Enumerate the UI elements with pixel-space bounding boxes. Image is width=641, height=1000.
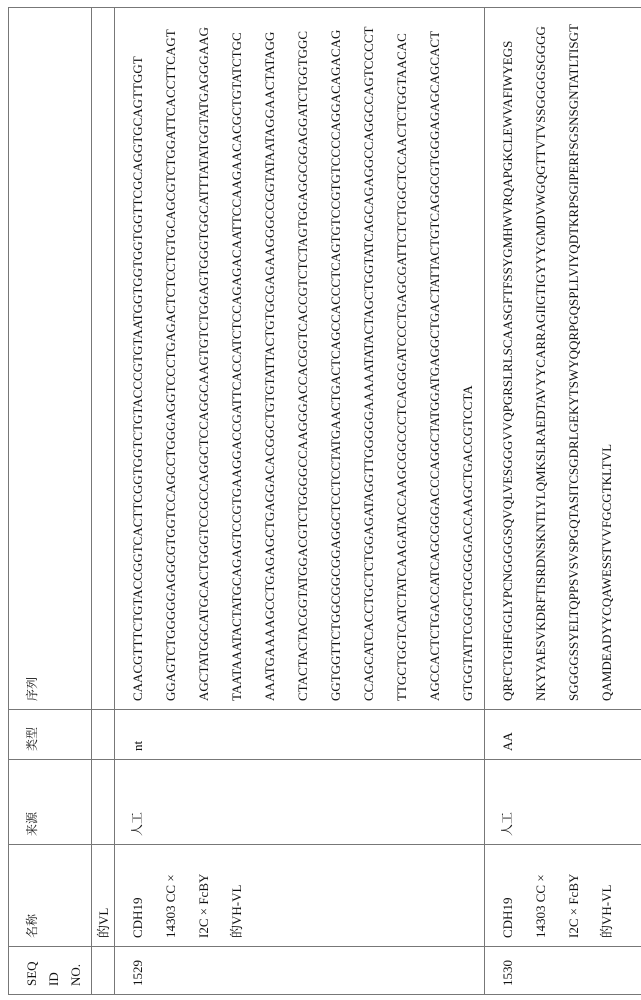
cell-type: nt	[115, 710, 485, 760]
cell-name	[115, 845, 485, 947]
header-no-text: NO.	[68, 964, 83, 986]
sequence-line: AAATGAAAAGCCTGAGAGCTGAGGACACGGCTGTGTATTACTGTGCGAGAAGGGCCGGTATAATAGGAACTATAGG	[253, 14, 286, 701]
table-header-row	[9, 8, 92, 995]
name-line: 的VH-VL	[220, 851, 253, 938]
sequence-line: NKYYAESVKDRFTISRDNSKNTLYLQMKSLRAEDTAVYYCARRAGIIGTIGYYYGMDVWGQGTTVTVSSGGGGSGGGG	[524, 14, 557, 701]
name-line: 14303 CC ×	[154, 851, 187, 938]
sequence-line: CTACTACTACGGTATGGACGTCTGGGGCCAAGGGACCACGGTCACCGTCTCTAGTGGAGGCGGAGGATCTGGTGGC	[286, 14, 319, 701]
table-row	[115, 8, 485, 995]
name-line: 的VH-VL	[590, 851, 623, 938]
table-row	[485, 8, 641, 995]
name-line: CDH19	[121, 851, 154, 938]
sequence-line: CAACGTTTCTGTACCGGTCACTTCGGTGGTCTGTACCCGTGTAATGGTGGTGGTGGTTCGCAGGTGCAGTTGGT	[121, 14, 154, 701]
cell-sequence	[115, 8, 485, 710]
sequence-line: TTGCTGGTCATCTATCAAGATACCAAGCGGCCCTCAGGGATCCCTGAGCGATTCTCTGGCTCCAACTCTGGTAACAC	[385, 14, 418, 701]
cell-name: 的VL	[92, 845, 115, 947]
sequence-line: GGAGTCTGGGGGAGGCGTGGTCCAGCCTGGGAGGTCCCTGAGACTCTCCTGTGCAGCGTCTGGATTCACCTTCAGT	[154, 14, 187, 701]
continuation-row	[92, 8, 115, 995]
sequence-line: GGTGGTTCTGGCGGCGGAGGCTCCTCCTATGAACTGACTCAGCCACCCTCAGTGTCCGTGTCCCCAGGACAGACAG	[319, 14, 352, 701]
rotated-page	[0, 0, 641, 1000]
sequence-line: QRFCTGHFGGLYPCNGGGGSQVQLVESGGGVVQPGRSLRLSCAASGFTFSSYGMHWVRQAPGKCLEWVAFIWYEGS	[491, 14, 524, 701]
cell-sequence	[485, 8, 641, 710]
cell-source: 人工	[115, 760, 485, 845]
cell-type: AA	[485, 710, 641, 760]
header-name: 名称	[9, 845, 92, 947]
cell-empty	[92, 947, 115, 995]
sequence-line: GTGGTATTCGGCTGCGGGACCAAGCTGACCGTCCTA	[451, 14, 484, 701]
name-line: I2C × FcBY	[557, 851, 590, 938]
cell-empty	[92, 8, 115, 710]
name-line: I2C × FcBY	[187, 851, 220, 938]
sequence-line: CCAGCATCACCTGCTCTGGAGATAGGTTGGGGGAAAAATATACTAGCTGGTATCAGCAGAGGCCAGGCCAGTCCCCT	[352, 14, 385, 701]
cell-seq-id: 1529	[115, 947, 485, 995]
sequence-line: QAMDEADYYCQAWESSTVVFGCGTKLTVL	[590, 14, 623, 701]
cell-source: 人工	[485, 760, 641, 845]
header-seq-id	[9, 947, 92, 995]
name-line: CDH19	[491, 851, 524, 938]
header-source: 来源	[9, 760, 92, 845]
header-sequence: 序列	[9, 8, 92, 710]
cell-name	[485, 845, 641, 947]
header-seq-text: SEQ	[24, 961, 39, 986]
name-line: 14303 CC ×	[524, 851, 557, 938]
cell-empty	[92, 760, 115, 845]
sequence-line: AGCTATGGCATGCACTGGGTCCGCCAGGCTCCAGGCAAGTGTCTGGAGTGGGTGGCATTTATATGGTATGAGGGAAG	[187, 14, 220, 701]
sequence-table	[8, 7, 641, 995]
header-type: 类型	[9, 710, 92, 760]
sequence-line: SGGGGSSYELTQPPSVSVSPGQTASITCSGDRLGEKYTSWYQQRPGQSPLLVIYQDTKRPSGIPERFSGSNSGNTATLTISGT	[557, 14, 590, 701]
sequence-line: TAATAAATACTATGCAGAGTCCGTGAAGGACCGATTCACCATCTCCAGAGACAATTCCAAGAACACGCTGTATCTGC	[220, 14, 253, 701]
cell-empty	[92, 710, 115, 760]
header-id-text: ID	[46, 972, 61, 986]
sequence-line: AGCCACTCTGACCATCAGCGGGACCCAGGCTATGGATGAGGCTGACTATTACTGTCAGGCGTGGGAGAGCAGCACT	[418, 14, 451, 701]
cell-seq-id: 1530	[485, 947, 641, 995]
